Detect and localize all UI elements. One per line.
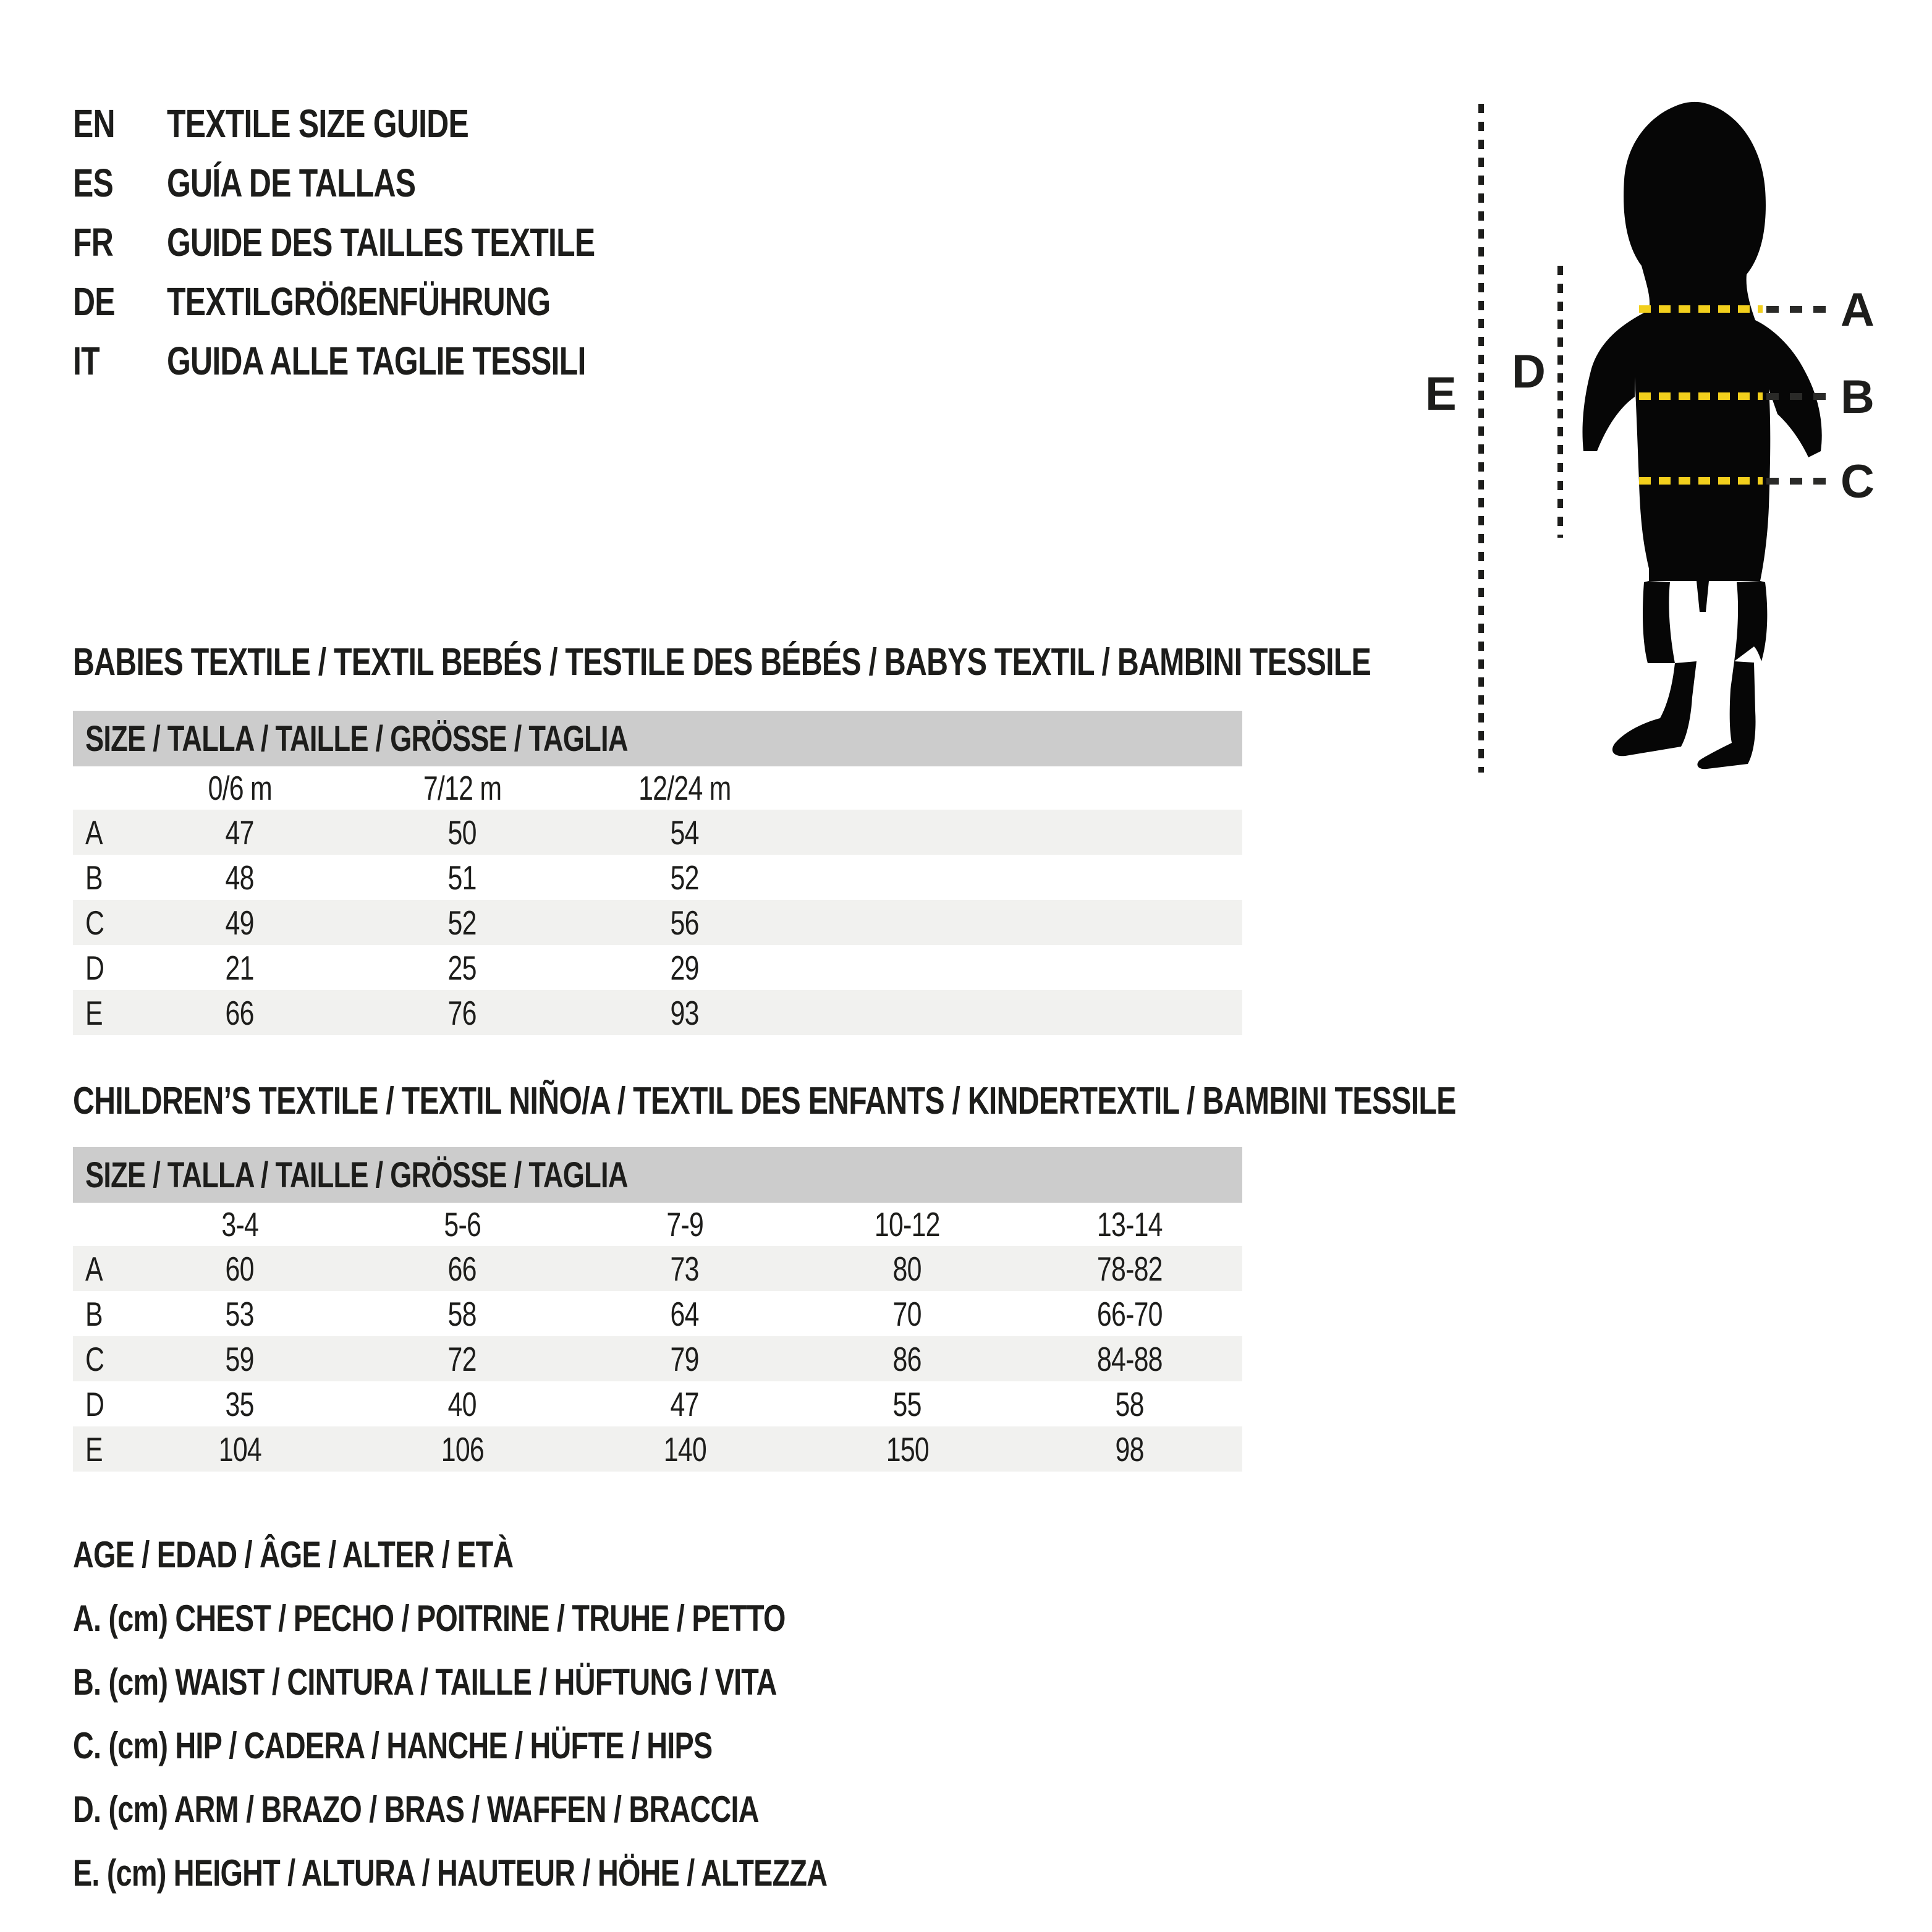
cell-value: 25	[447, 948, 477, 987]
children-col-2: 7-9	[666, 1205, 703, 1244]
arm-measure-line-d	[1557, 266, 1563, 538]
measure-label-b: B	[1841, 371, 1875, 423]
language-row-de	[73, 272, 716, 331]
cell-value: 140	[663, 1430, 706, 1468]
babies-row-a	[73, 810, 1242, 855]
language-row-it	[73, 331, 716, 391]
language-row-es	[73, 153, 716, 213]
cell-value: 53	[225, 1294, 255, 1333]
cell-value: 86	[892, 1339, 922, 1378]
chest-line-yellow	[1639, 305, 1763, 313]
cell-value: 47	[670, 1384, 700, 1423]
legend-chest: A. (cm) CHEST / PECHO / POITRINE / TRUHE / PETTO	[73, 1598, 786, 1639]
cell-value: 104	[218, 1430, 261, 1468]
guide-title-de: TEXTILGRÖßENFÜHRUNG	[167, 279, 551, 324]
children-col-3: 10-12	[875, 1205, 940, 1244]
guide-title-en: TEXTILE SIZE GUIDE	[167, 101, 468, 146]
language-code: ES	[73, 161, 114, 205]
legend-height: E. (cm) HEIGHT / ALTURA / HAUTEUR / HÖHE / ALTEZZA	[73, 1852, 828, 1894]
babies-table-header-bar: SIZE / TALLA / TAILLE / GRÖSSE / TAGLIA	[73, 711, 1242, 766]
measure-label-a: A	[1841, 284, 1875, 336]
babies-row-b	[73, 855, 1242, 900]
cell-value: 84-88	[1097, 1339, 1163, 1378]
cell-value: 58	[447, 1294, 477, 1333]
row-label: B	[85, 858, 103, 897]
hip-line-dark	[1766, 478, 1826, 485]
language-title-block	[73, 94, 716, 391]
cell-value: 64	[670, 1294, 700, 1333]
section-title-children: CHILDREN’S TEXTILE / TEXTIL NIÑO/A / TEXTIL DES ENFANTS / KINDERTEXTIL / BAMBINI TESSILE	[73, 1080, 1456, 1122]
cell-value: 35	[225, 1384, 255, 1423]
cell-value: 55	[892, 1384, 922, 1423]
cell-value: 79	[670, 1339, 700, 1378]
babies-col-0: 0/6 m	[208, 769, 272, 807]
language-code: EN	[73, 101, 115, 146]
cell-value: 56	[670, 903, 700, 942]
language-code: FR	[73, 220, 113, 265]
row-label: E	[85, 993, 103, 1032]
cell-value: 72	[447, 1339, 477, 1378]
chest-line-dark	[1766, 306, 1826, 313]
cell-value: 59	[225, 1339, 255, 1378]
cell-value: 52	[670, 858, 700, 897]
cell-value: 76	[447, 993, 477, 1032]
cell-value: 50	[447, 813, 477, 852]
children-column-header-row	[73, 1203, 1242, 1246]
cell-value: 40	[447, 1384, 477, 1423]
cell-value: 70	[892, 1294, 922, 1333]
row-label: A	[85, 1249, 103, 1288]
cell-value: 78-82	[1097, 1249, 1163, 1288]
row-label: C	[85, 903, 104, 942]
measurement-legend	[73, 1523, 1040, 1905]
cell-value: 52	[447, 903, 477, 942]
children-row-a	[73, 1246, 1242, 1291]
cell-value: 93	[670, 993, 700, 1032]
cell-value: 21	[225, 948, 255, 987]
row-label: B	[85, 1294, 103, 1333]
row-label: E	[85, 1430, 103, 1468]
guide-title-it: GUIDA ALLE TAGLIE TESSILI	[167, 339, 586, 383]
children-table-header-bar: SIZE / TALLA / TAILLE / GRÖSSE / TAGLIA	[73, 1147, 1242, 1203]
children-row-e	[73, 1426, 1242, 1472]
babies-column-header-row	[73, 766, 1242, 810]
cell-value: 47	[225, 813, 255, 852]
cell-value: 66	[447, 1249, 477, 1288]
cell-value: 51	[447, 858, 477, 897]
language-code: IT	[73, 339, 100, 383]
cell-value: 66	[225, 993, 255, 1032]
row-label: A	[85, 813, 103, 852]
children-row-d	[73, 1381, 1242, 1426]
cell-value: 49	[225, 903, 255, 942]
babies-col-2: 12/24 m	[638, 769, 731, 807]
children-col-1: 5-6	[444, 1205, 481, 1244]
children-row-c	[73, 1336, 1242, 1381]
section-title-babies: BABIES TEXTILE / TEXTIL BEBÉS / TESTILE DES BÉBÉS / BABYS TEXTIL / BAMBINI TESSILE	[73, 641, 1371, 684]
children-row-b	[73, 1291, 1242, 1336]
waist-line-yellow	[1639, 392, 1763, 400]
children-size-table	[73, 1147, 1242, 1472]
row-label: C	[85, 1339, 104, 1378]
row-label: D	[85, 948, 104, 987]
legend-hip: C. (cm) HIP / CADERA / HANCHE / HÜFTE / HIPS	[73, 1725, 713, 1766]
children-col-4: 13-14	[1097, 1205, 1163, 1244]
language-row-fr	[73, 213, 716, 272]
guide-title-es: GUÍA DE TALLAS	[167, 161, 416, 205]
cell-value: 106	[441, 1430, 484, 1468]
measure-label-d: D	[1512, 345, 1546, 398]
guide-title-fr: GUIDE DES TAILLES TEXTILE	[167, 220, 595, 265]
babies-col-1: 7/12 m	[423, 769, 502, 807]
children-col-0: 3-4	[221, 1205, 258, 1244]
babies-row-e	[73, 990, 1242, 1035]
legend-waist: B. (cm) WAIST / CINTURA / TAILLE / HÜFTUNG / VITA	[73, 1661, 777, 1703]
legend-age: AGE / EDAD / ÂGE / ALTER / ETÀ	[73, 1534, 514, 1575]
language-code: DE	[73, 279, 115, 324]
legend-arm: D. (cm) ARM / BRAZO / BRAS / WAFFEN / BRACCIA	[73, 1789, 759, 1830]
babies-size-table	[73, 711, 1242, 1035]
cell-value: 80	[892, 1249, 922, 1288]
cell-value: 58	[1115, 1384, 1145, 1423]
cell-value: 66-70	[1097, 1294, 1163, 1333]
cell-value: 54	[670, 813, 700, 852]
babies-row-c	[73, 900, 1242, 945]
measure-label-e: E	[1425, 368, 1457, 420]
row-label: D	[85, 1384, 104, 1423]
cell-value: 150	[886, 1430, 929, 1468]
cell-value: 60	[225, 1249, 255, 1288]
cell-value: 73	[670, 1249, 700, 1288]
language-row-en	[73, 94, 716, 153]
waist-line-dark	[1766, 393, 1826, 400]
measure-label-c: C	[1841, 455, 1875, 508]
cell-value: 48	[225, 858, 255, 897]
hip-line-yellow	[1639, 477, 1763, 485]
cell-value: 98	[1115, 1430, 1145, 1468]
cell-value: 29	[670, 948, 700, 987]
babies-row-d	[73, 945, 1242, 990]
